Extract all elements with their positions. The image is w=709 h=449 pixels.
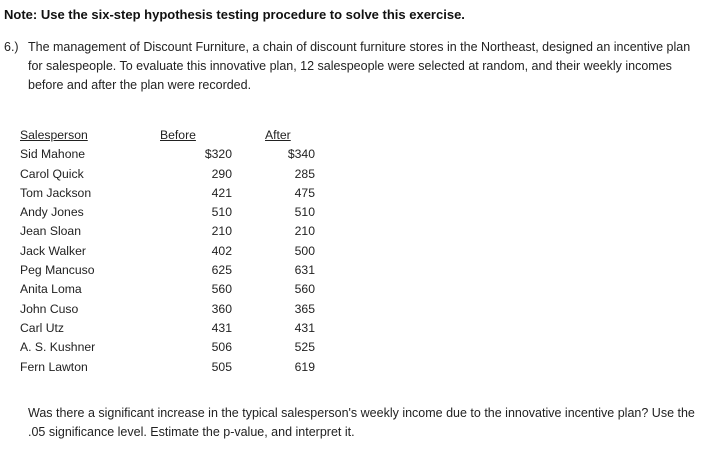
salesperson-cell: Anita Loma: [20, 282, 82, 297]
problem-statement: [4, 38, 694, 95]
before-cell: 510: [211, 205, 232, 220]
before-cell: 506: [211, 340, 232, 355]
after-cell: 525: [294, 340, 315, 355]
after-cell: 431: [294, 320, 315, 335]
salesperson-cell: Carl Utz: [20, 320, 65, 335]
before-cell: 360: [211, 301, 232, 316]
after-cell: 210: [294, 224, 315, 239]
header-after: After: [265, 128, 291, 142]
salesperson-cell: Jack Walker: [20, 243, 86, 258]
salesperson-cell: Tom Jackson: [20, 185, 92, 200]
after-cell: 285: [294, 166, 315, 181]
salesperson-cell: Carol Quick: [20, 166, 84, 181]
after-cell: 560: [294, 282, 315, 297]
question-text: Was there a significant increase in the typical salesperson's weekly income due to the innovative incentive plan? Use the .05 significance level. Estimate the p-value, and interpret it.: [28, 406, 695, 439]
salesperson-cell: Sid Mahone: [20, 147, 86, 162]
salesperson-cell: Fern Lawton: [20, 359, 88, 374]
after-cell: $340: [287, 147, 315, 162]
salesperson-cell: Jean Sloan: [20, 224, 81, 239]
before-cell: 560: [211, 282, 232, 297]
after-cell: 365: [294, 301, 315, 316]
after-cell: 510: [294, 205, 315, 220]
problem-text: The management of Discount Furniture, a chain of discount furniture stores in the Northeast, designed an incentive plan for salespeople. To evaluate this innovative plan, 12 salespeople were selected at random, and their weekly incomes before and after the plan were recorded.: [28, 40, 691, 92]
problem-number: 6.): [4, 40, 19, 54]
after-cell: 475: [294, 185, 315, 200]
after-cell: 500: [294, 243, 315, 258]
before-cell: 505: [211, 359, 232, 374]
salesperson-cell: Peg Mancuso: [20, 263, 95, 278]
header-before: Before: [160, 128, 196, 142]
before-cell: $320: [204, 147, 232, 162]
note-heading: Note: Use the six-step hypothesis testing procedure to solve this exercise.: [4, 7, 465, 22]
before-cell: 421: [211, 185, 232, 200]
before-cell: 431: [211, 320, 232, 335]
salesperson-cell: Andy Jones: [20, 205, 84, 220]
after-cell: 631: [294, 263, 315, 278]
before-cell: 290: [211, 166, 232, 181]
salesperson-cell: A. S. Kushner: [20, 340, 96, 355]
salesperson-cell: John Cuso: [20, 301, 79, 316]
header-salesperson: Salesperson: [20, 128, 88, 142]
before-cell: 625: [211, 263, 232, 278]
before-cell: 210: [211, 224, 232, 239]
after-cell: 619: [294, 359, 315, 374]
before-cell: 402: [211, 243, 232, 258]
